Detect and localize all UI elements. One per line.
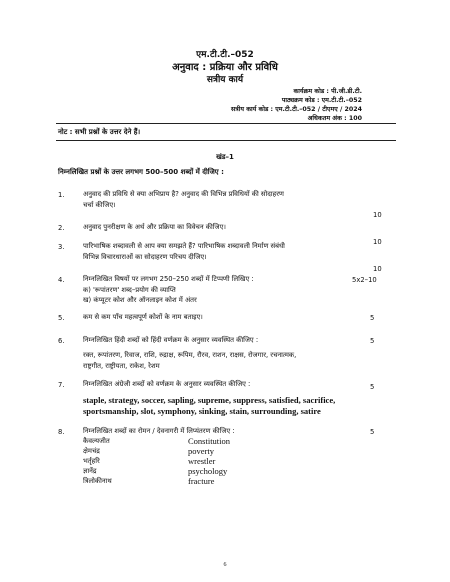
question-number: 6. — [58, 337, 65, 345]
english-word: wrestler — [188, 456, 216, 466]
question-marks: 5 — [370, 383, 375, 391]
course-code: पाठ्यक्रम कोड : एम.टी.टी.–052 — [281, 97, 362, 104]
paper-subtitle: सत्रीय कार्य — [206, 75, 244, 85]
section-instruction: निम्नलिखित प्रश्नों के उत्तर लगभग 500–500 शब्दों में दीजिए : — [58, 168, 224, 176]
question-marks: 5x2–10 — [352, 276, 377, 284]
question-text — [83, 222, 226, 233]
question-text — [83, 426, 235, 437]
question-number: 5. — [58, 314, 65, 322]
word-list-line: staple, strategy, soccer, sapling, supreme, suppress, satisfied, sacrifice, — [83, 395, 336, 405]
question-line: पारिभाषिक शब्दावली से आप क्या समझते हैं? पारिभाषिक शब्दावली निर्माण संबंधी — [83, 242, 285, 250]
hindi-word: त्रिलोकीनाथ — [83, 477, 112, 485]
hindi-word: कैवल्यजीत — [83, 437, 110, 445]
section-heading: खंड–1 — [216, 153, 234, 161]
paper-title: अनुवाद : प्रक्रिया और प्रविधि — [172, 62, 278, 73]
question-text — [83, 379, 250, 390]
question-number: 3. — [58, 243, 65, 251]
paper-code: एम.टी.टी.–052 — [196, 50, 254, 60]
question-marks: 10 — [373, 238, 382, 246]
question-text — [83, 312, 203, 323]
question-text — [83, 241, 285, 262]
question-line: अनुवाद पुनरीक्षण के अर्थ और प्रक्रिया का विवेचन कीजिए। — [83, 223, 226, 231]
hindi-word: क्षेमचंद्र — [83, 447, 100, 455]
word-list-line: रक्त, रूपांतरण, रिवाज, राशि, रुद्राक्ष, रूपिम, रौरव, राशन, राक्षस, रोजगार, रचनात्मक, — [83, 351, 297, 359]
transliteration-english-column — [188, 436, 230, 486]
hindi-word: ज्ञानेंद्र — [83, 467, 97, 475]
programme-code: कार्यक्रम कोड : पी.जी.डी.टी. — [293, 88, 362, 95]
question-marks: 10 — [373, 211, 382, 219]
question-subpart: ख) कंप्यूटर कोश और ऑनलाइन कोश में अंतर — [83, 296, 197, 304]
max-marks: अधिकतम अंक : 100 — [307, 115, 362, 122]
hindi-word-list — [83, 350, 296, 371]
question-marks: 10 — [373, 265, 382, 273]
question-line: चर्चा कीजिए। — [83, 200, 116, 209]
question-text — [83, 274, 254, 306]
question-line: निम्नलिखित विषयों पर लगभग 250–250 शब्दों में टिप्पणी लिखिए : — [83, 275, 254, 283]
question-line: निम्नलिखित शब्दों का रोमन / देवनागरी में लिप्यंतरण कीजिए : — [83, 427, 235, 435]
question-line: अनुवाद की प्रविधि से क्या अभिप्राय है? अनुवाद की विभिन्न प्रविधियों की सोदाहरण — [83, 190, 284, 198]
hindi-word: भर्तृहरि — [83, 457, 100, 465]
word-list-line: sportsmanship, slot, symphony, sinking, stain, surrounding, satire — [83, 406, 321, 416]
question-number: 7. — [58, 381, 65, 389]
question-line: विभिन्न विचारधाराओं का सोदाहरण परिचय दीजिए। — [83, 252, 207, 261]
question-number: 4. — [58, 276, 65, 284]
word-list-line: राष्ट्रगीत, राष्ट्रीयता, राकेश, रेशम — [83, 361, 160, 370]
question-subpart: क) 'रूपांतरण' शब्द–प्रयोग की व्याप्ति — [83, 285, 176, 294]
question-marks: 5 — [370, 337, 375, 345]
divider-top — [56, 123, 396, 124]
question-line: निम्नलिखित अंग्रेजी शब्दों को वर्णक्रम के अनुसार व्यवस्थित कीजिए : — [83, 380, 251, 388]
transliteration-hindi-column — [83, 436, 112, 486]
english-word: fracture — [188, 476, 215, 486]
english-word: psychology — [188, 466, 228, 476]
instruction-note: नोट : सभी प्रश्नों के उत्तर देने हैं। — [58, 128, 141, 136]
assignment-code: सत्रीय कार्य कोड : एम.टी.टी.–052 / टीएमए / 2024 — [230, 106, 362, 113]
english-word: poverty — [188, 446, 214, 456]
question-number: 1. — [58, 191, 65, 199]
divider-bottom — [56, 140, 396, 141]
english-word: Constitution — [188, 436, 231, 446]
question-marks: 5 — [370, 428, 375, 436]
question-text — [83, 335, 258, 346]
english-word-list — [83, 395, 335, 417]
question-marks: 5 — [370, 314, 375, 322]
question-line: निम्नलिखित हिंदी शब्दों को हिंदी वर्णक्रम के अनुसार व्यवस्थित कीजिए : — [83, 336, 259, 344]
question-number: 8. — [58, 428, 65, 436]
question-text — [83, 189, 284, 210]
question-number: 2. — [58, 224, 65, 232]
page-number: 6 — [223, 562, 227, 568]
question-line: कम से कम पाँच महत्वपूर्ण कोशों के नाम बताइए। — [83, 313, 203, 321]
